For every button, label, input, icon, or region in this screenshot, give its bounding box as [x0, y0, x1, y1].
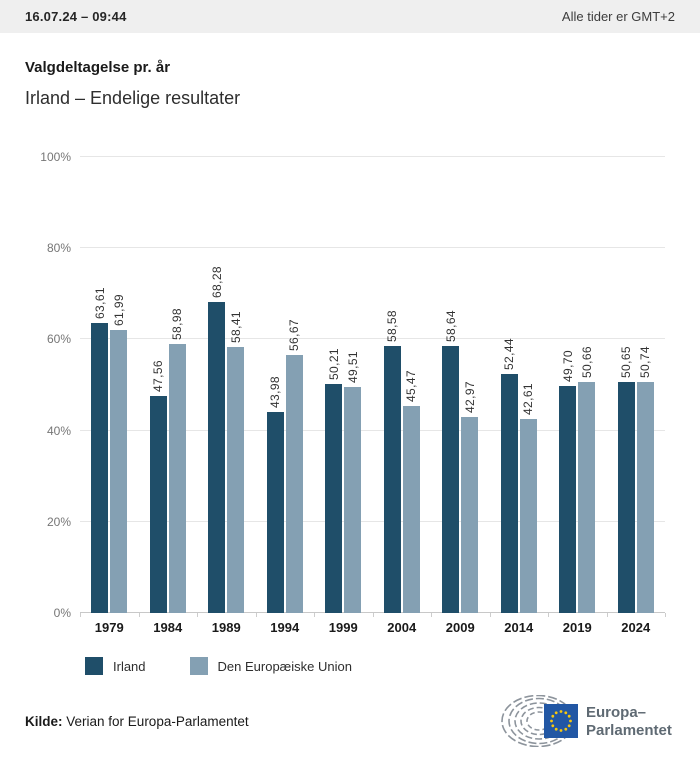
bar-value-eu-2024: 50,74 — [638, 345, 653, 378]
bar-group-1994 — [256, 157, 315, 613]
source-note — [25, 714, 249, 729]
bar-group-2009 — [431, 157, 490, 613]
bars-layer — [80, 157, 665, 613]
bar-eu-1979[interactable] — [110, 330, 127, 613]
x-axis-label-1989: 1989 — [211, 620, 241, 635]
x-axis-tick — [665, 613, 666, 617]
bar-irland-1984[interactable] — [150, 396, 167, 613]
bar-wrap-irland-1994 — [267, 157, 284, 613]
bar-wrap-irland-2004 — [384, 157, 401, 613]
bar-eu-1989[interactable] — [227, 347, 244, 613]
bar-value-eu-2019: 50,66 — [579, 345, 594, 378]
x-axis-tick — [431, 613, 432, 617]
bar-group-2024 — [607, 157, 666, 613]
y-tick-label-20: 20% — [46, 514, 71, 529]
y-tick-label-0: 0% — [53, 606, 71, 620]
bar-irland-1994[interactable] — [267, 412, 284, 613]
x-axis-label-2014: 2014 — [504, 620, 534, 635]
bar-wrap-irland-2014 — [501, 157, 518, 613]
bar-wrap-irland-1999 — [325, 157, 342, 613]
legend-swatch-eu — [190, 657, 208, 675]
bar-group-2014 — [490, 157, 549, 613]
bar-wrap-eu-2019 — [578, 157, 595, 613]
x-axis-label-1994: 1994 — [270, 620, 300, 635]
x-axis-tick — [139, 613, 140, 617]
chart-legend — [85, 657, 352, 675]
bar-wrap-irland-1989 — [208, 157, 225, 613]
x-axis-label-1984: 1984 — [153, 620, 183, 635]
svg-text:Parlamentet: Parlamentet — [586, 722, 672, 739]
bar-value-irland-2024: 50,65 — [619, 346, 634, 379]
europa-parlamentet-logo — [497, 695, 675, 747]
x-axis-label-2009: 2009 — [445, 620, 475, 635]
source-text: Verian for Europa-Parlamentet — [62, 713, 249, 729]
bar-irland-2024[interactable] — [618, 382, 635, 613]
bar-irland-2004[interactable] — [384, 346, 401, 613]
bar-wrap-eu-1989 — [227, 157, 244, 613]
x-axis-tick — [80, 613, 81, 617]
legend-label-irland: Irland — [113, 658, 146, 674]
bar-value-irland-1994: 43,98 — [268, 376, 283, 409]
page-subtitle: Irland – Endelige resultater — [25, 88, 241, 108]
bar-eu-2024[interactable] — [637, 382, 654, 613]
bar-group-1999 — [314, 157, 373, 613]
bar-value-irland-1999: 50,21 — [326, 348, 341, 381]
bar-irland-2009[interactable] — [442, 346, 459, 613]
bar-group-2019 — [548, 157, 607, 613]
x-axis-tick — [607, 613, 608, 617]
bar-chart — [40, 150, 665, 620]
source-label: Kilde: — [25, 713, 63, 729]
bar-group-1989 — [197, 157, 256, 613]
bar-wrap-eu-1979 — [110, 157, 127, 613]
bar-eu-2014[interactable] — [520, 419, 537, 613]
x-axis-label-2024: 2024 — [621, 620, 651, 635]
bar-wrap-eu-2014 — [520, 157, 537, 613]
bar-value-eu-1999: 49,51 — [345, 351, 360, 384]
x-axis-tick — [197, 613, 198, 617]
bar-value-eu-2004: 45,47 — [404, 369, 419, 402]
bar-value-irland-2009: 58,64 — [443, 309, 458, 342]
page-title: Valgdeltagelse pr. år — [25, 59, 171, 76]
bar-group-1984 — [139, 157, 198, 613]
bar-value-irland-2004: 58,58 — [385, 309, 400, 342]
x-axis-label-2004: 2004 — [387, 620, 417, 635]
x-axis-tick — [373, 613, 374, 617]
legend-item-eu[interactable] — [190, 657, 352, 675]
y-tick-label-40: 40% — [46, 423, 71, 438]
bar-value-irland-2014: 52,44 — [502, 337, 517, 370]
bar-eu-2019[interactable] — [578, 382, 595, 613]
bar-wrap-eu-2009 — [461, 157, 478, 613]
bar-value-irland-2019: 49,70 — [560, 350, 575, 383]
bar-value-eu-1979: 61,99 — [111, 294, 126, 327]
datetime-stamp: 16.07.24 – 09:44 — [25, 9, 127, 24]
bar-value-irland-1984: 47,56 — [151, 360, 166, 393]
bar-wrap-eu-1984 — [169, 157, 186, 613]
legend-swatch-irland — [85, 657, 103, 675]
x-axis-label-1979: 1979 — [94, 620, 124, 635]
bar-value-eu-2009: 42,97 — [462, 381, 477, 414]
bar-eu-2009[interactable] — [461, 417, 478, 613]
x-axis-tick — [490, 613, 491, 617]
bar-group-2004 — [373, 157, 432, 613]
x-axis-labels — [80, 620, 665, 635]
bar-wrap-irland-2024 — [618, 157, 635, 613]
bar-value-eu-1994: 56,67 — [287, 318, 302, 351]
bar-wrap-irland-1979 — [91, 157, 108, 613]
bar-irland-2019[interactable] — [559, 386, 576, 613]
bar-value-irland-1989: 68,28 — [209, 265, 224, 298]
bar-eu-1999[interactable] — [344, 387, 361, 613]
bar-value-eu-1989: 58,41 — [228, 310, 243, 343]
bar-eu-2004[interactable] — [403, 406, 420, 613]
timezone-note: Alle tider er GMT+2 — [561, 9, 675, 24]
bar-wrap-eu-1994 — [286, 157, 303, 613]
legend-item-irland[interactable] — [85, 657, 146, 675]
bar-wrap-eu-2024 — [637, 157, 654, 613]
y-tick-label-100: 100% — [40, 150, 71, 164]
bar-irland-1989[interactable] — [208, 302, 225, 613]
x-axis-label-1999: 1999 — [328, 620, 358, 635]
ep-hemicycle-icon — [497, 695, 675, 747]
x-axis-label-2019: 2019 — [562, 620, 592, 635]
bar-eu-1984[interactable] — [169, 344, 186, 613]
footer — [0, 693, 700, 749]
bar-group-1979 — [80, 157, 139, 613]
x-axis-tick — [548, 613, 549, 617]
bar-irland-1999[interactable] — [325, 384, 342, 613]
top-status-bar — [0, 0, 700, 33]
bar-wrap-eu-1999 — [344, 157, 361, 613]
bar-value-eu-2014: 42,61 — [521, 382, 536, 415]
x-axis-tick — [256, 613, 257, 617]
bar-value-eu-1984: 58,98 — [170, 308, 185, 341]
legend-label-eu: Den Europæiske Union — [217, 658, 352, 674]
bar-wrap-eu-2004 — [403, 157, 420, 613]
bar-wrap-irland-2019 — [559, 157, 576, 613]
y-tick-label-80: 80% — [46, 241, 71, 256]
bar-value-irland-1979: 63,61 — [92, 286, 107, 319]
svg-text:Europa–: Europa– — [586, 704, 647, 721]
eu-flag-icon — [544, 704, 578, 738]
bar-irland-1979[interactable] — [91, 323, 108, 613]
bar-eu-1994[interactable] — [286, 355, 303, 613]
bar-wrap-irland-1984 — [150, 157, 167, 613]
y-tick-label-60: 60% — [46, 332, 71, 347]
x-axis-tick — [314, 613, 315, 617]
bar-irland-2014[interactable] — [501, 374, 518, 613]
bar-wrap-irland-2009 — [442, 157, 459, 613]
